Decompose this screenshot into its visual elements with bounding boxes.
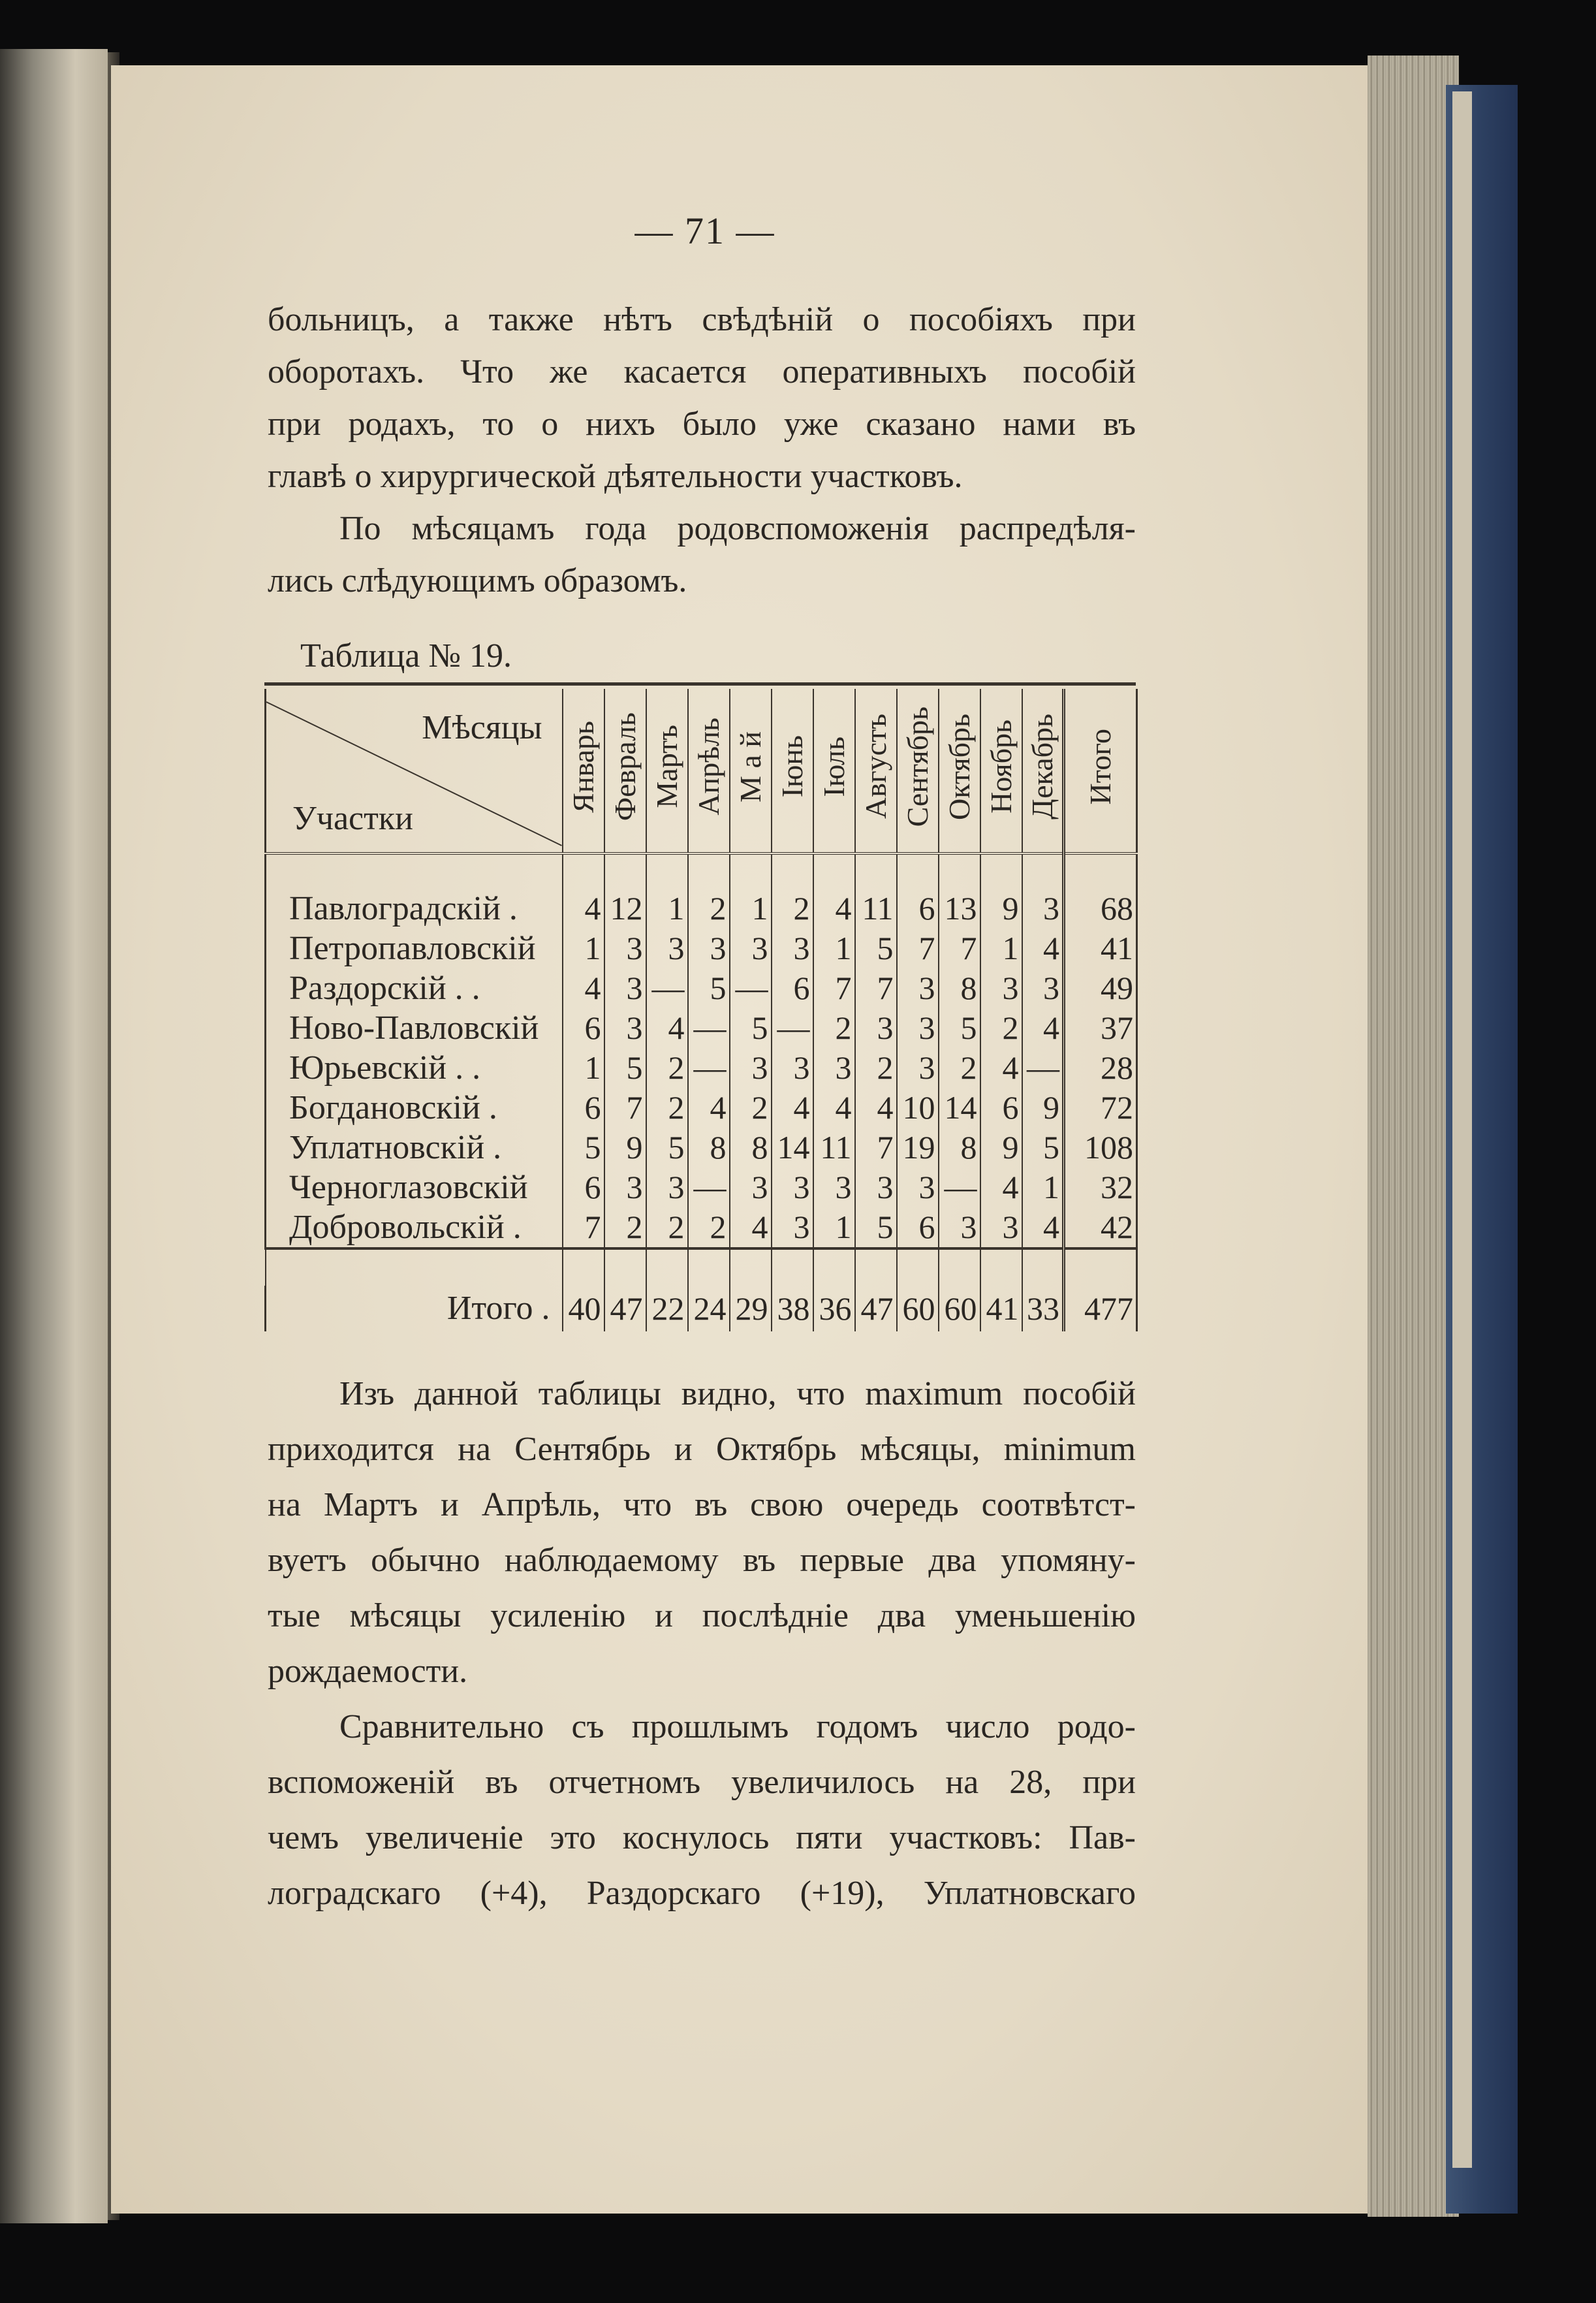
- month-value-cell: 3: [813, 1048, 855, 1088]
- row-total-cell: 41: [1064, 929, 1137, 968]
- month-value-cell: 5: [688, 968, 730, 1008]
- month-value-cell: 1: [730, 889, 772, 929]
- month-value-cell: 13: [939, 889, 980, 929]
- month-value-cell: 2: [646, 1207, 688, 1248]
- row-total-cell: 32: [1064, 1167, 1137, 1207]
- totals-row: [266, 1286, 1137, 1331]
- month-value-cell: 7: [604, 1088, 646, 1128]
- month-total-cell: 60: [897, 1286, 939, 1331]
- table-caption: Таблица № 19.: [300, 637, 512, 675]
- month-value-cell: 1: [646, 889, 688, 929]
- month-header: Сентябрь: [897, 689, 939, 853]
- district-name: Черноглазовскій: [266, 1167, 563, 1207]
- month-value-cell: 9: [980, 889, 1022, 929]
- month-value-cell: 7: [939, 929, 980, 968]
- table-body: [266, 853, 1137, 1331]
- month-header: Январь: [563, 689, 604, 853]
- month-value-cell: 10: [897, 1088, 939, 1128]
- text-line: вспоможеній въ отчетномъ увеличилось на 28, при: [268, 1764, 1136, 1801]
- month-value-cell: 3: [604, 1167, 646, 1207]
- month-value-cell: 3: [730, 929, 772, 968]
- text-line: при родахъ, то о нихъ было уже сказано нами въ: [268, 405, 1136, 443]
- month-value-cell: 4: [563, 889, 604, 929]
- table-row: [266, 889, 1137, 929]
- month-header: Іюль: [813, 689, 855, 853]
- month-value-cell: 5: [855, 929, 897, 968]
- totals-label: Итого .: [266, 1286, 563, 1331]
- month-total-cell: 29: [730, 1286, 772, 1331]
- corner-header: [266, 689, 563, 853]
- month-value-cell: 3: [730, 1048, 772, 1088]
- month-value-cell: 6: [897, 889, 939, 929]
- month-header: Іюнь: [772, 689, 813, 853]
- cover-inner-edge: [1452, 91, 1472, 2168]
- month-total-cell: 47: [604, 1286, 646, 1331]
- month-value-cell: 3: [604, 968, 646, 1008]
- table-top-rule: [264, 682, 1136, 686]
- month-value-cell: 2: [646, 1048, 688, 1088]
- page-number: — 71 —: [634, 210, 775, 252]
- row-total-cell: 28: [1064, 1048, 1137, 1088]
- table-row: [266, 929, 1137, 968]
- month-value-cell: 2: [730, 1088, 772, 1128]
- month-value-cell: 5: [730, 1008, 772, 1048]
- month-value-cell: —: [1022, 1048, 1064, 1088]
- month-value-cell: 6: [563, 1008, 604, 1048]
- month-value-cell: 4: [730, 1207, 772, 1248]
- table-row: [266, 1048, 1137, 1088]
- month-value-cell: 6: [772, 968, 813, 1008]
- month-value-cell: 7: [813, 968, 855, 1008]
- month-value-cell: 2: [772, 889, 813, 929]
- month-value-cell: 3: [604, 929, 646, 968]
- page-block-edge: [1368, 56, 1459, 2217]
- month-value-cell: 3: [646, 929, 688, 968]
- month-value-cell: 3: [855, 1008, 897, 1048]
- district-name: Юрьевскій . .: [266, 1048, 563, 1088]
- month-value-cell: 5: [604, 1048, 646, 1088]
- month-value-cell: 4: [1022, 929, 1064, 968]
- month-value-cell: 6: [980, 1088, 1022, 1128]
- total-header: Итого: [1064, 689, 1137, 853]
- month-value-cell: 3: [772, 929, 813, 968]
- month-value-cell: 7: [855, 968, 897, 1008]
- text-line: рождаемости.: [268, 1653, 468, 1690]
- districts-label: Участки: [292, 800, 413, 837]
- month-value-cell: 4: [980, 1048, 1022, 1088]
- month-value-cell: 4: [855, 1088, 897, 1128]
- month-header: Февраль: [604, 689, 646, 853]
- month-value-cell: 4: [980, 1167, 1022, 1207]
- month-value-cell: 4: [813, 889, 855, 929]
- month-value-cell: 9: [604, 1128, 646, 1167]
- month-total-cell: 24: [688, 1286, 730, 1331]
- table-row: [266, 1207, 1137, 1248]
- month-value-cell: 2: [855, 1048, 897, 1088]
- month-value-cell: 5: [563, 1128, 604, 1167]
- separator-row: [266, 1248, 1137, 1286]
- month-value-cell: 3: [730, 1167, 772, 1207]
- month-value-cell: —: [939, 1167, 980, 1207]
- month-value-cell: 7: [897, 929, 939, 968]
- text-line: вуетъ обычно наблюдаемому въ первые два упомяну-: [268, 1542, 1136, 1579]
- text-line: приходится на Сентябрь и Октябрь мѣсяцы, minimum: [268, 1431, 1136, 1468]
- month-header: М а й: [730, 689, 772, 853]
- month-value-cell: 4: [1022, 1207, 1064, 1248]
- month-value-cell: 6: [897, 1207, 939, 1248]
- month-value-cell: 3: [1022, 968, 1064, 1008]
- month-value-cell: 19: [897, 1128, 939, 1167]
- month-value-cell: 3: [939, 1207, 980, 1248]
- table-row: [266, 1128, 1137, 1167]
- district-name: Петропавловскій: [266, 929, 563, 968]
- month-value-cell: 1: [980, 929, 1022, 968]
- month-value-cell: 12: [604, 889, 646, 929]
- month-value-cell: 8: [939, 1128, 980, 1167]
- month-value-cell: 3: [772, 1167, 813, 1207]
- month-value-cell: 3: [604, 1008, 646, 1048]
- month-header: Октябрь: [939, 689, 980, 853]
- month-value-cell: 9: [980, 1128, 1022, 1167]
- row-total-cell: 72: [1064, 1088, 1137, 1128]
- text-line: больницъ, а также нѣтъ свѣдѣній о пособіяхъ при: [268, 301, 1136, 338]
- month-total-cell: 41: [980, 1286, 1022, 1331]
- month-value-cell: 4: [688, 1088, 730, 1128]
- text-line: на Мартъ и Апрѣль, что въ свою очередь соотвѣтст-: [268, 1486, 1136, 1523]
- grand-total-cell: 477: [1064, 1286, 1137, 1331]
- spacer-row: [266, 853, 1137, 889]
- month-value-cell: 6: [563, 1167, 604, 1207]
- month-value-cell: 14: [772, 1128, 813, 1167]
- month-total-cell: 36: [813, 1286, 855, 1331]
- month-value-cell: 3: [980, 1207, 1022, 1248]
- month-value-cell: 5: [855, 1207, 897, 1248]
- month-value-cell: 4: [772, 1088, 813, 1128]
- district-name: Добровольскій .: [266, 1207, 563, 1248]
- month-value-cell: 2: [980, 1008, 1022, 1048]
- month-total-cell: 38: [772, 1286, 813, 1331]
- row-total-cell: 108: [1064, 1128, 1137, 1167]
- district-name: Богдановскій .: [266, 1088, 563, 1128]
- month-value-cell: 2: [688, 1207, 730, 1248]
- month-value-cell: 1: [813, 929, 855, 968]
- month-value-cell: 3: [980, 968, 1022, 1008]
- month-total-cell: 33: [1022, 1286, 1064, 1331]
- text-line: Изъ данной таблицы видно, что maximum пособій: [339, 1375, 1136, 1412]
- table-row: [266, 1008, 1137, 1048]
- text-line: лись слѣдующимъ образомъ.: [268, 562, 687, 599]
- month-value-cell: 7: [563, 1207, 604, 1248]
- month-value-cell: 8: [688, 1128, 730, 1167]
- month-value-cell: 4: [563, 968, 604, 1008]
- row-total-cell: 37: [1064, 1008, 1137, 1048]
- month-total-cell: 47: [855, 1286, 897, 1331]
- month-value-cell: —: [688, 1048, 730, 1088]
- text-line: лоградскаго (+4), Раздорскаго (+19), Уплатновскаго: [268, 1875, 1136, 1912]
- district-name: Уплатновскій .: [266, 1128, 563, 1167]
- month-value-cell: 1: [563, 1048, 604, 1088]
- month-value-cell: 8: [730, 1128, 772, 1167]
- months-label: Мѣсяцы: [422, 709, 542, 746]
- district-name: Ново-Павловскій: [266, 1008, 563, 1048]
- month-header: Апрѣль: [688, 689, 730, 853]
- row-total-cell: 68: [1064, 889, 1137, 929]
- month-value-cell: 3: [897, 968, 939, 1008]
- month-header: Декабрь: [1022, 689, 1064, 853]
- month-value-cell: 3: [897, 1048, 939, 1088]
- month-value-cell: 11: [855, 889, 897, 929]
- month-value-cell: 3: [855, 1167, 897, 1207]
- month-value-cell: 3: [772, 1048, 813, 1088]
- table-row: [266, 968, 1137, 1008]
- month-header: Августъ: [855, 689, 897, 853]
- month-value-cell: 3: [646, 1167, 688, 1207]
- text-line: оборотахъ. Что же касается оперативныхъ пособій: [268, 353, 1136, 390]
- district-name: Павлоградскій .: [266, 889, 563, 929]
- month-value-cell: 3: [1022, 889, 1064, 929]
- previous-page-edge: [0, 49, 108, 2223]
- month-total-cell: 60: [939, 1286, 980, 1331]
- district-name: Раздорскій . .: [266, 968, 563, 1008]
- month-value-cell: 6: [563, 1088, 604, 1128]
- month-value-cell: 5: [1022, 1128, 1064, 1167]
- month-value-cell: —: [646, 968, 688, 1008]
- month-value-cell: 8: [939, 968, 980, 1008]
- month-value-cell: 3: [688, 929, 730, 968]
- month-value-cell: 5: [939, 1008, 980, 1048]
- month-value-cell: 4: [813, 1088, 855, 1128]
- text-line: Сравнительно съ прошлымъ годомъ число родо-: [339, 1708, 1136, 1745]
- month-value-cell: 2: [604, 1207, 646, 1248]
- month-value-cell: —: [772, 1008, 813, 1048]
- month-value-cell: 3: [897, 1008, 939, 1048]
- month-value-cell: 11: [813, 1128, 855, 1167]
- table-row: [266, 1088, 1137, 1128]
- month-total-cell: 40: [563, 1286, 604, 1331]
- month-value-cell: 3: [772, 1207, 813, 1248]
- month-value-cell: 4: [1022, 1008, 1064, 1048]
- month-value-cell: 2: [688, 889, 730, 929]
- text-line: главѣ о хирургической дѣятельности участковъ.: [268, 458, 963, 495]
- text-line: тые мѣсяцы усиленію и послѣдніе два уменьшенію: [268, 1597, 1136, 1634]
- table-header-row: [266, 689, 1137, 853]
- month-value-cell: 9: [1022, 1088, 1064, 1128]
- row-total-cell: 42: [1064, 1207, 1137, 1248]
- table-row: [266, 1167, 1137, 1207]
- text-line: чемъ увеличеніе это коснулось пяти участковъ: Пав-: [268, 1819, 1136, 1856]
- month-value-cell: —: [688, 1167, 730, 1207]
- month-header: Ноябрь: [980, 689, 1022, 853]
- month-header: Мартъ: [646, 689, 688, 853]
- month-value-cell: 2: [646, 1088, 688, 1128]
- month-value-cell: 1: [563, 929, 604, 968]
- row-total-cell: 49: [1064, 968, 1137, 1008]
- month-value-cell: 1: [1022, 1167, 1064, 1207]
- month-value-cell: —: [688, 1008, 730, 1048]
- month-value-cell: —: [730, 968, 772, 1008]
- month-value-cell: 14: [939, 1088, 980, 1128]
- text-line: По мѣсяцамъ года родовспоможенія распредѣля-: [339, 510, 1136, 547]
- month-value-cell: 2: [939, 1048, 980, 1088]
- month-value-cell: 3: [813, 1167, 855, 1207]
- month-value-cell: 7: [855, 1128, 897, 1167]
- month-value-cell: 2: [813, 1008, 855, 1048]
- births-by-month-table: [264, 689, 1136, 1335]
- month-value-cell: 3: [897, 1167, 939, 1207]
- month-value-cell: 5: [646, 1128, 688, 1167]
- month-value-cell: 1: [813, 1207, 855, 1248]
- month-value-cell: 4: [646, 1008, 688, 1048]
- month-total-cell: 22: [646, 1286, 688, 1331]
